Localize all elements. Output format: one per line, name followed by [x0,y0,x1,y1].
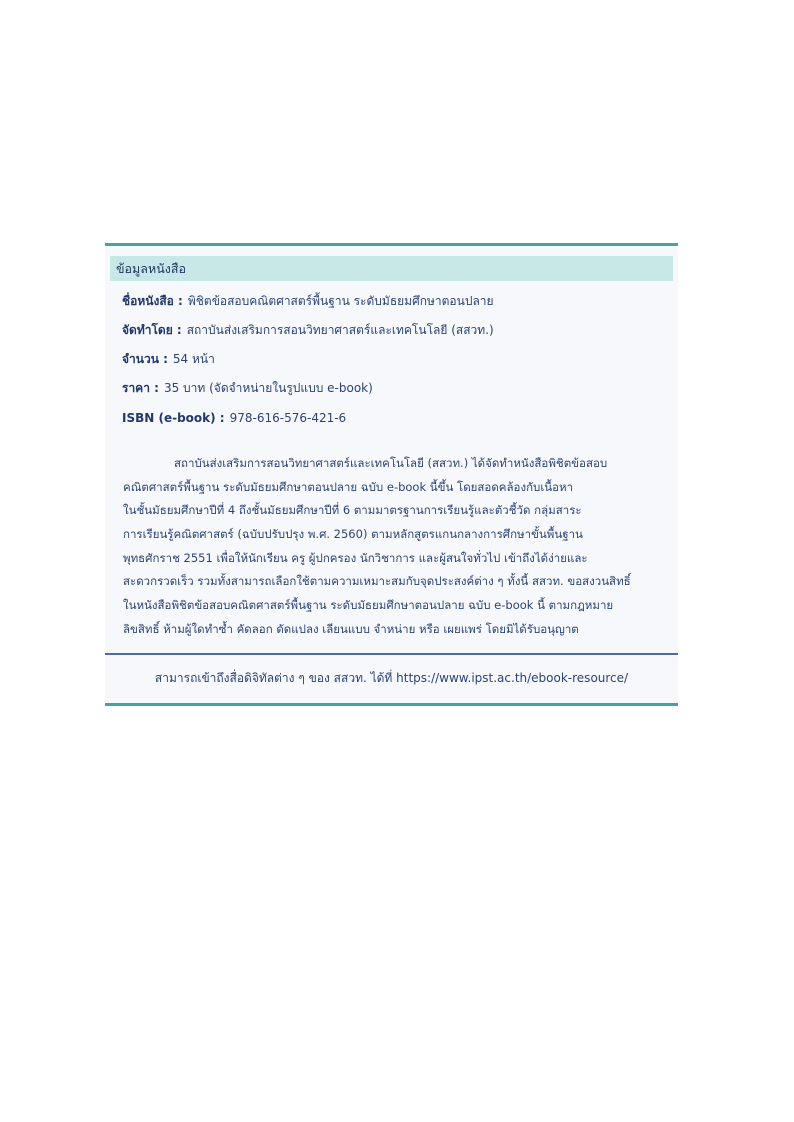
footer-note [105,655,678,703]
detail-label: ชื่อหนังสือ : [122,294,183,308]
detail-label: ราคา : [122,381,159,395]
book-details [105,281,678,432]
detail-title [122,287,678,316]
detail-value: 978-616-576-421-6 [229,410,347,425]
description-line: สะดวกรวดเร็ว รวมทั้งสามารถเลือกใช้ตามความเหมาะสมกับจุดประสงค์ต่าง ๆ ทั้งนี้ สสวท. ขอสงวนสิทธิ์ [123,574,631,589]
description-line: ในหนังสือพิชิตข้อสอบคณิตศาสตร์พื้นฐาน ระดับมัธยมศึกษาตอนปลาย ฉบับ e-book นี้ ตามกฎหมาย [123,598,614,613]
detail-label: ISBN (e-book) : [122,410,225,425]
detail-label: จำนวน : [122,352,168,366]
description-paragraph [123,452,659,642]
section-title: ข้อมูลหนังสือ [116,260,186,276]
detail-value: สถาบันส่งเสริมการสอนวิทยาศาสตร์และเทคโนโลยี (สสวท.) [186,323,494,337]
book-info-box [105,243,678,706]
detail-price [122,374,678,403]
resource-link-text: สามารถเข้าถึงสื่อดิจิทัลต่าง ๆ ของ สสวท. ได้ที่ https://www.ipst.ac.th/ebook-resource/ [154,671,629,685]
detail-pages [122,345,678,374]
description-line: พุทธศักราช 2551 เพื่อให้นักเรียน ครู ผู้ปกครอง นักวิชาการ และผู้สนใจทั่วไป เข้าถึงได้ง่ายและ [123,550,588,565]
detail-isbn [122,403,678,432]
section-header [110,256,673,281]
description-line: ในชั้นมัธยมศึกษาปีที่ 4 ถึงชั้นมัธยมศึกษาปีที่ 6 ตามมาตรฐานการเรียนรู้และตัวชี้วัด กลุ่มสาระ [123,503,582,518]
detail-publisher [122,316,678,345]
description-line: ลิขสิทธิ์ ห้ามผู้ใดทำซ้ำ คัดลอก ดัดแปลง เลียนแบบ จำหน่าย หรือ เผยแพร่ โดยมิได้รับอนุญาต [123,621,579,636]
detail-value: พิชิตข้อสอบคณิตศาสตร์พื้นฐาน ระดับมัธยมศึกษาตอนปลาย [187,294,494,308]
description-line: คณิตศาสตร์พื้นฐาน ระดับมัธยมศึกษาตอนปลาย ฉบับ e-book นี้ขึ้น โดยสอดคล้องกับเนื้อหา [123,479,574,494]
detail-value: 54 หน้า [172,352,215,366]
description-line: การเรียนรู้คณิตศาสตร์ (ฉบับปรับปรุง พ.ศ. 2560) ตามหลักสูตรแกนกลางการศึกษาขั้นพื้นฐาน [123,527,583,542]
detail-value: 35 บาท (จัดจำหน่ายในรูปแบบ e-book) [163,381,373,395]
detail-label: จัดทำโดย : [122,323,182,337]
description-line: สถาบันส่งเสริมการสอนวิทยาศาสตร์และเทคโนโลยี (สสวท.) ได้จัดทำหนังสือพิชิตข้อสอบ [174,456,608,470]
